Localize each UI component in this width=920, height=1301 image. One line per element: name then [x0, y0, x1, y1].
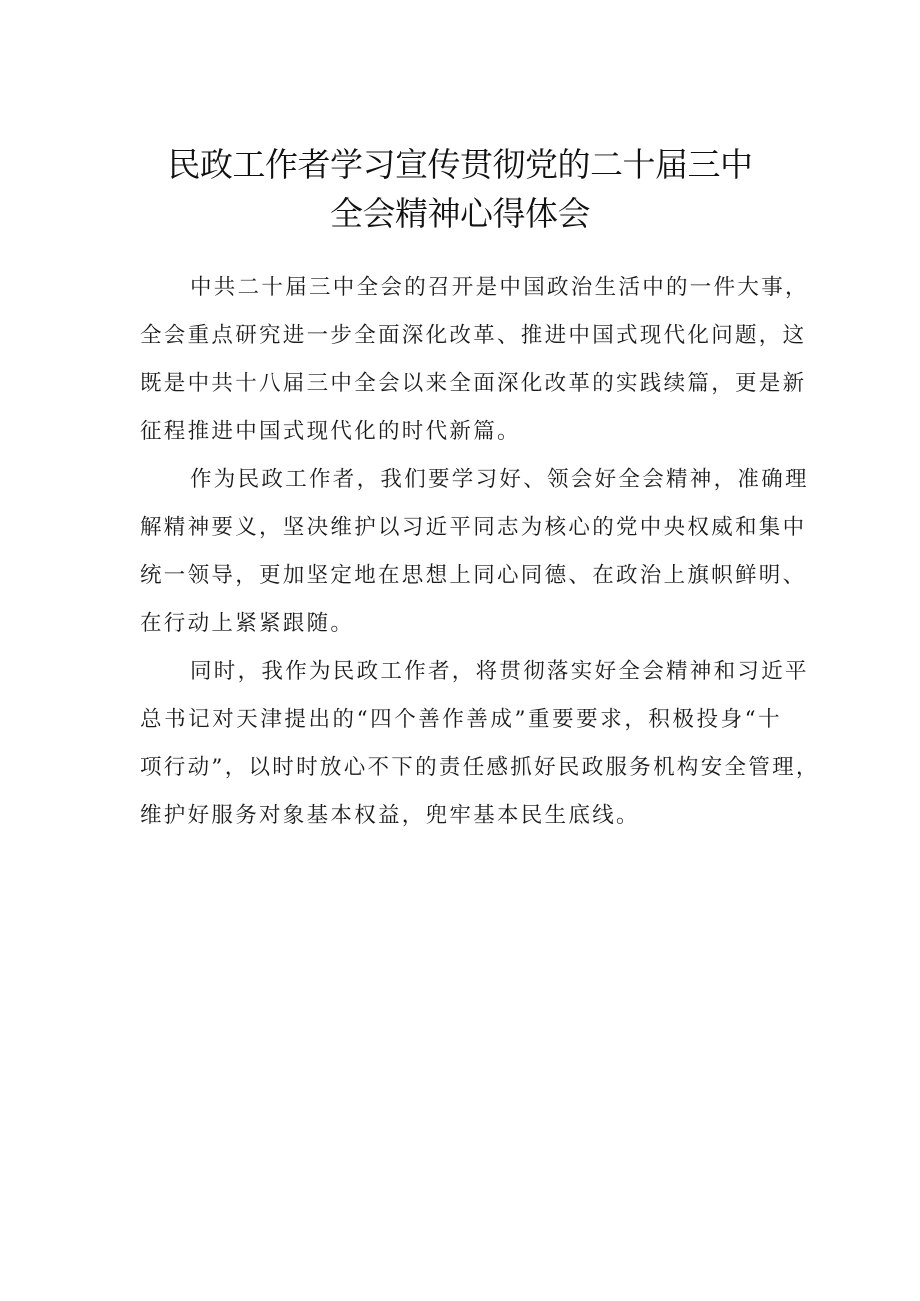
paragraph-line: 征程推进中国式现代化的时代新篇。	[140, 419, 521, 444]
paragraph-2	[140, 456, 809, 648]
paragraph-3	[140, 648, 820, 840]
paragraph-line: 统一领导，更加坚定地在思想上同心同德、在政治上旗帜鲜明、	[140, 563, 807, 588]
paragraph-line: 既是中共十八届三中全会以来全面深化改革的实践续篇，更是新	[140, 371, 807, 396]
paragraph-line: 项行动”，以时时放心不下的责任感抓好民政服务机构安全管理，	[140, 755, 820, 780]
document-body	[140, 264, 820, 840]
paragraph-line: 中共二十届三中全会的召开是中国政治生活中的一件大事，	[190, 275, 809, 300]
paragraph-line: 作为民政工作者，我们要学习好、领会好全会精神，准确理	[190, 467, 809, 492]
paragraph-line: 维护好服务对象基本权益，兜牢基本民生底线。	[140, 803, 640, 828]
title-line-2: 全会精神心得体会	[330, 194, 590, 233]
paragraph-line: 在行动上紧紧跟随。	[140, 611, 355, 636]
paragraph-line: 总书记对天津提出的“四个善作善成”重要要求，积极投身“十	[140, 707, 782, 732]
document-title	[140, 140, 780, 238]
title-line-1: 民政工作者学习宣传贯彻党的二十届三中	[167, 145, 753, 184]
paragraph-line: 解精神要义，坚决维护以习近平同志为核心的党中央权威和集中	[140, 515, 807, 540]
paragraph-line: 全会重点研究进一步全面深化改革、推进中国式现代化问题，这	[140, 323, 807, 348]
paragraph-line: 同时，我作为民政工作者，将贯彻落实好全会精神和习近平	[190, 659, 809, 684]
paragraph-1	[140, 264, 809, 456]
